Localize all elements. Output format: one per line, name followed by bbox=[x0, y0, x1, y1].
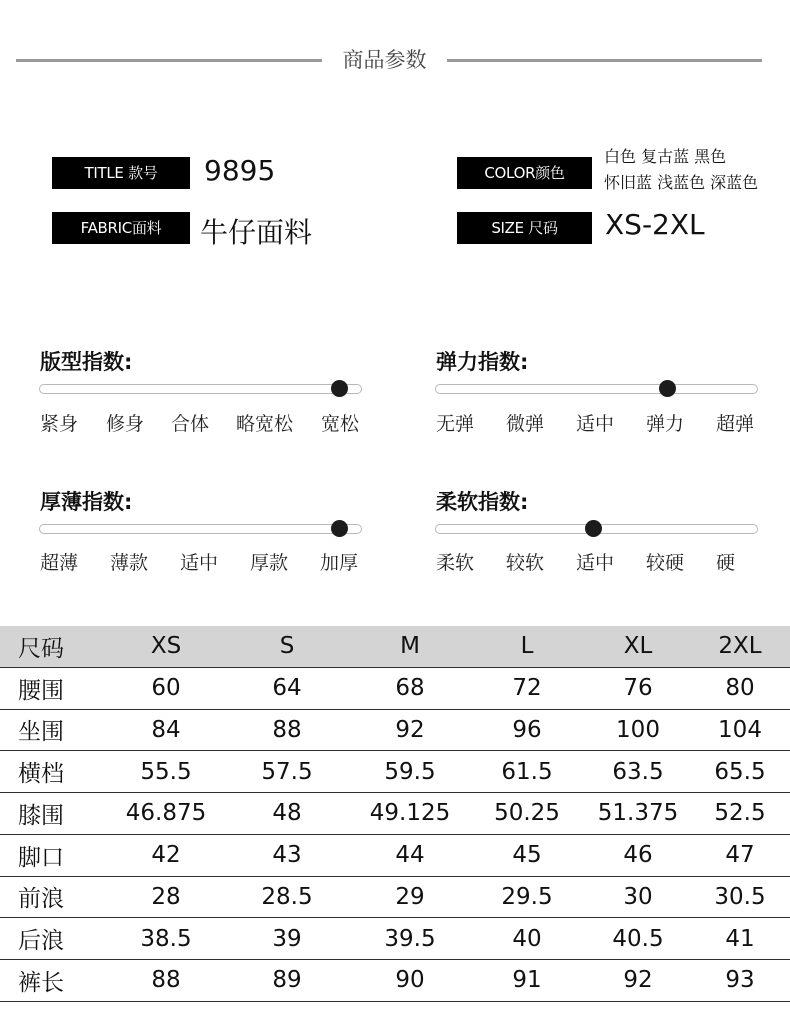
title-value: 9895 bbox=[204, 154, 276, 187]
table-cell: 42 bbox=[110, 834, 222, 876]
elasticity-slider-track bbox=[435, 384, 758, 394]
fit-slider-knob bbox=[331, 380, 348, 397]
table-cell: 29.5 bbox=[468, 876, 586, 918]
color-tag: COLOR颜色 bbox=[457, 157, 592, 189]
elasticity-option: 微弹 bbox=[506, 413, 545, 435]
softness-option: 柔软 bbox=[436, 552, 475, 574]
fabric-value: 牛仔面料 bbox=[200, 216, 313, 249]
title-tag: TITLE 款号 bbox=[52, 157, 190, 189]
table-cell: 46.875 bbox=[110, 793, 222, 835]
table-header-row bbox=[0, 626, 790, 667]
table-header-cell: S bbox=[222, 626, 352, 667]
softness-option: 较硬 bbox=[646, 552, 685, 574]
table-row bbox=[0, 751, 790, 793]
table-row bbox=[0, 793, 790, 835]
table-row bbox=[0, 876, 790, 918]
table-row-label: 腰围 bbox=[0, 667, 110, 709]
table-cell: 40 bbox=[468, 918, 586, 960]
table-cell: 88 bbox=[110, 960, 222, 1002]
thickness-slider-track bbox=[39, 524, 362, 534]
header-divider-right bbox=[447, 59, 762, 62]
table-cell: 28.5 bbox=[222, 876, 352, 918]
thickness-option: 适中 bbox=[180, 552, 219, 574]
table-header-cell: 2XL bbox=[690, 626, 790, 667]
table-row-label: 横档 bbox=[0, 751, 110, 793]
table-cell: 47 bbox=[690, 834, 790, 876]
fabric-tag: FABRIC面料 bbox=[52, 212, 190, 244]
table-row-label: 前浪 bbox=[0, 876, 110, 918]
fit-option: 宽松 bbox=[321, 413, 360, 435]
table-cell: 43 bbox=[222, 834, 352, 876]
table-cell: 89 bbox=[222, 960, 352, 1002]
table-cell: 96 bbox=[468, 709, 586, 751]
table-cell: 61.5 bbox=[468, 751, 586, 793]
table-cell: 80 bbox=[690, 667, 790, 709]
table-cell: 50.25 bbox=[468, 793, 586, 835]
table-cell: 28 bbox=[110, 876, 222, 918]
table-cell: 55.5 bbox=[110, 751, 222, 793]
table-row-label: 膝围 bbox=[0, 793, 110, 835]
table-cell: 38.5 bbox=[110, 918, 222, 960]
table-cell: 60 bbox=[110, 667, 222, 709]
table-header-cell: XS bbox=[110, 626, 222, 667]
color-line-1: 白色 复古蓝 黑色 bbox=[604, 147, 727, 166]
thickness-slider-knob bbox=[331, 520, 348, 537]
table-cell: 45 bbox=[468, 834, 586, 876]
fit-option: 修身 bbox=[106, 413, 145, 435]
elasticity-option: 弹力 bbox=[646, 413, 685, 435]
fit-option: 略宽松 bbox=[236, 413, 294, 435]
softness-option: 适中 bbox=[576, 552, 615, 574]
size-value: XS-2XL bbox=[605, 208, 705, 241]
table-cell: 68 bbox=[352, 667, 468, 709]
table-row-label: 裤长 bbox=[0, 960, 110, 1002]
table-row bbox=[0, 667, 790, 709]
table-cell: 104 bbox=[690, 709, 790, 751]
table-cell: 48 bbox=[222, 793, 352, 835]
table-row-label: 脚口 bbox=[0, 834, 110, 876]
table-cell: 57.5 bbox=[222, 751, 352, 793]
table-cell: 88 bbox=[222, 709, 352, 751]
table-cell: 93 bbox=[690, 960, 790, 1002]
table-cell: 29 bbox=[352, 876, 468, 918]
color-line-2: 怀旧蓝 浅蓝色 深蓝色 bbox=[604, 173, 759, 192]
color-values bbox=[604, 144, 758, 196]
table-cell: 65.5 bbox=[690, 751, 790, 793]
table-cell: 100 bbox=[586, 709, 690, 751]
table-cell: 39.5 bbox=[352, 918, 468, 960]
table-cell: 39 bbox=[222, 918, 352, 960]
fit-option: 紧身 bbox=[40, 413, 79, 435]
elasticity-option: 适中 bbox=[576, 413, 615, 435]
fit-index-title: 版型指数: bbox=[40, 350, 133, 374]
size-tag: SIZE 尺码 bbox=[457, 212, 592, 244]
table-row-label: 后浪 bbox=[0, 918, 110, 960]
softness-option: 硬 bbox=[716, 552, 736, 574]
elasticity-slider-knob bbox=[659, 380, 676, 397]
table-cell: 72 bbox=[468, 667, 586, 709]
size-table bbox=[0, 626, 790, 1002]
table-cell: 51.375 bbox=[586, 793, 690, 835]
elasticity-option: 无弹 bbox=[436, 413, 475, 435]
table-cell: 30.5 bbox=[690, 876, 790, 918]
table-cell: 90 bbox=[352, 960, 468, 1002]
table-row-label: 坐围 bbox=[0, 709, 110, 751]
softness-slider-knob bbox=[585, 520, 602, 537]
table-cell: 40.5 bbox=[586, 918, 690, 960]
fit-slider-track bbox=[39, 384, 362, 394]
table-row bbox=[0, 709, 790, 751]
thickness-option: 超薄 bbox=[40, 552, 79, 574]
elasticity-index-title: 弹力指数: bbox=[436, 350, 529, 374]
table-cell: 44 bbox=[352, 834, 468, 876]
softness-option: 较软 bbox=[506, 552, 545, 574]
table-cell: 49.125 bbox=[352, 793, 468, 835]
table-cell: 46 bbox=[586, 834, 690, 876]
table-cell: 92 bbox=[586, 960, 690, 1002]
table-cell: 91 bbox=[468, 960, 586, 1002]
softness-index-title: 柔软指数: bbox=[436, 490, 529, 514]
table-header-cell: L bbox=[468, 626, 586, 667]
table-row bbox=[0, 960, 790, 1002]
section-title: 商品参数 bbox=[342, 48, 427, 72]
fit-option: 合体 bbox=[171, 413, 210, 435]
table-cell: 63.5 bbox=[586, 751, 690, 793]
table-cell: 92 bbox=[352, 709, 468, 751]
table-cell: 84 bbox=[110, 709, 222, 751]
thickness-index-title: 厚薄指数: bbox=[40, 490, 133, 514]
table-header-cell: XL bbox=[586, 626, 690, 667]
thickness-option: 厚款 bbox=[250, 552, 289, 574]
table-cell: 41 bbox=[690, 918, 790, 960]
table-cell: 59.5 bbox=[352, 751, 468, 793]
thickness-option: 薄款 bbox=[110, 552, 149, 574]
thickness-option: 加厚 bbox=[320, 552, 359, 574]
header-divider-left bbox=[16, 59, 322, 62]
table-row bbox=[0, 918, 790, 960]
table-header-cell: 尺码 bbox=[0, 626, 110, 667]
table-cell: 30 bbox=[586, 876, 690, 918]
table-row bbox=[0, 834, 790, 876]
table-cell: 52.5 bbox=[690, 793, 790, 835]
table-cell: 64 bbox=[222, 667, 352, 709]
table-header-cell: M bbox=[352, 626, 468, 667]
table-cell: 76 bbox=[586, 667, 690, 709]
elasticity-option: 超弹 bbox=[716, 413, 755, 435]
